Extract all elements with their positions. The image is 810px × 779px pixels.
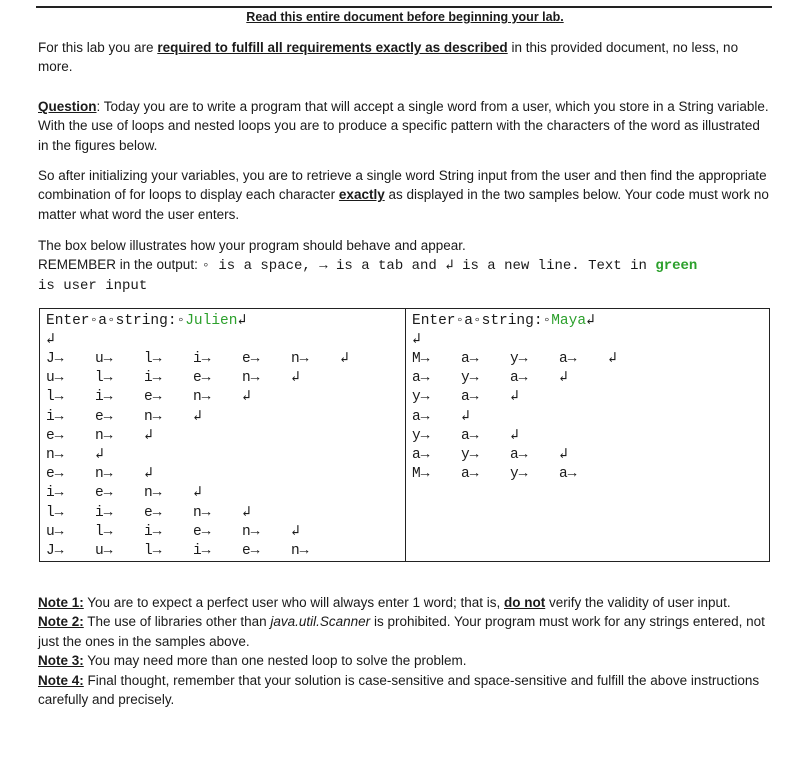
legend-tab-text: is a tab and: [327, 258, 446, 275]
newline-icon: ↲: [340, 351, 349, 367]
left-pattern-cell: e→: [242, 351, 260, 367]
newline-icon: ↲: [510, 389, 519, 406]
intro-emphasis: required to fulfill all requirements exactly as described: [157, 40, 508, 55]
left-pattern-cell: n→: [46, 447, 64, 463]
left-pattern-cell: u→: [95, 543, 113, 559]
note-1-text-post: verify the validity of user input.: [545, 595, 731, 610]
newline-icon: ↲: [144, 466, 153, 483]
left-pattern-cell: e→: [95, 485, 113, 502]
intro-text-post: in this provided document, no less, no more.: [38, 40, 739, 75]
newline-icon: ↲: [144, 427, 153, 444]
left-pattern-cell: l→: [144, 351, 162, 367]
left-pattern-cell: n→: [242, 523, 260, 540]
instructions-text-post: as displayed in the two samples below. Your code must work no matter what word the user enters.: [38, 187, 769, 222]
left-pattern-cell: l→: [95, 523, 113, 540]
left-pattern-cell: i→: [144, 523, 162, 540]
right-pattern-cell: a→: [461, 466, 479, 483]
left-pattern-cell: n→: [144, 408, 162, 425]
left-pattern-cell: u→: [46, 370, 64, 387]
instructions-paragraph: [38, 166, 773, 224]
question-label: Question: [38, 99, 97, 114]
right-blank-line: ↲: [412, 332, 421, 348]
document-title: Read this entire document before beginning your lab.: [246, 10, 564, 24]
newline-icon: ↲: [193, 485, 202, 502]
left-pattern-cell: n→: [193, 389, 211, 406]
legend-end-line: is user input: [38, 277, 148, 294]
right-pattern-cell: a→: [559, 351, 577, 367]
newline-icon: ↲: [242, 504, 251, 521]
question-text: : Today you are to write a program that will accept a single word from a user, which you store in a String variable. With the use of loops and nested loops you are to produce a specific pattern with the characters of the word as illustrated in the figures below.: [38, 99, 769, 153]
note-2-label: Note 2:: [38, 614, 84, 630]
right-pattern-cell: a→: [412, 370, 430, 387]
note-1-text-pre: You are to expect a perfect user who will always enter 1 word; that is,: [83, 595, 504, 610]
left-sample-prompt: [46, 312, 246, 329]
space-symbol-icon: ◦: [201, 258, 210, 275]
left-pattern-cell: l→: [46, 389, 64, 406]
legend-newline-text: is a new line. Text in: [453, 258, 656, 275]
right-pattern-cell: a→: [412, 408, 430, 425]
newline-icon: ↲: [291, 370, 300, 387]
note-3: [38, 651, 773, 670]
right-pattern-cell: M→: [412, 466, 430, 483]
left-pattern-cell: e→: [193, 370, 211, 387]
note-3-label: Note 3:: [38, 653, 84, 669]
newline-icon: ↲: [193, 408, 202, 425]
right-pattern-cell: a→: [510, 370, 528, 387]
note-4-label: Note 4:: [38, 672, 84, 688]
note-1: [38, 593, 773, 612]
tab-arrow-icon: →: [319, 258, 328, 275]
legend-green-word: green: [655, 258, 698, 275]
left-pattern-cell: e→: [46, 427, 64, 444]
right-pattern-cell: y→: [412, 389, 430, 406]
right-user-input: Maya: [551, 313, 587, 329]
right-pattern-cell: a→: [461, 351, 479, 367]
note-2-text-post: is prohibited. Your program must work for any strings entered, not just the ones in the samples above.: [38, 614, 765, 649]
left-pattern-cell: u→: [46, 523, 64, 540]
right-pattern-cell: a→: [461, 389, 479, 406]
intro-paragraph: [38, 38, 773, 77]
note-4: [38, 671, 773, 710]
note-2-library: java.util.Scanner: [270, 614, 371, 630]
left-pattern-cell: e→: [193, 523, 211, 540]
newline-icon: ↲: [586, 313, 595, 329]
left-pattern-cell: e→: [144, 389, 162, 406]
instructions-text-pre: So after initializing your variables, you are to retrieve a single word String input from the user and then find the appropriate combination of for loops to display each character: [38, 168, 767, 203]
right-prompt-text: Enter◦a◦string:◦: [412, 313, 552, 329]
newline-icon: ↲: [95, 447, 104, 463]
left-pattern-cell: n→: [144, 485, 162, 502]
note-4-text: Final thought, remember that your solution is case-sensitive and space-sensitive and fulfill the above instructions carefully and precisely.: [38, 672, 760, 708]
left-pattern-cell: n→: [193, 504, 211, 521]
right-pattern-cell: a→: [510, 447, 528, 463]
legend-paragraph: [38, 236, 773, 296]
right-sample-prompt: [412, 312, 595, 329]
left-pattern-cell: n→: [291, 351, 309, 367]
right-pattern-cell: M→: [412, 351, 430, 367]
note-3-text: You may need more than one nested loop to solve the problem.: [83, 653, 467, 669]
sample-output-box: [39, 308, 770, 562]
legend-space-text: is a space,: [209, 258, 320, 275]
note-2-text-pre: The use of libraries other than: [83, 614, 271, 630]
left-pattern-cell: u→: [95, 351, 113, 367]
newline-icon: ↲: [608, 351, 617, 367]
left-blank-line: ↲: [46, 332, 55, 348]
right-pattern-cell: y→: [461, 370, 479, 387]
left-pattern-cell: e→: [242, 543, 260, 559]
newline-symbol-icon: ↲: [445, 258, 454, 275]
left-pattern-cell: e→: [144, 504, 162, 521]
left-pattern-cell: l→: [95, 370, 113, 387]
left-pattern-cell: n→: [291, 543, 309, 559]
note-2: [38, 612, 773, 651]
left-user-input: Julien: [185, 313, 238, 329]
newline-icon: ↲: [291, 523, 300, 540]
right-pattern-cell: a→: [461, 427, 479, 444]
right-pattern-cell: a→: [559, 466, 577, 483]
left-pattern-cell: l→: [46, 504, 64, 521]
left-pattern-cell: e→: [95, 408, 113, 425]
left-pattern-cell: n→: [95, 466, 113, 483]
left-pattern-cell: i→: [95, 504, 113, 521]
left-pattern-cell: J→: [46, 543, 64, 559]
left-pattern-cell: e→: [46, 466, 64, 483]
left-pattern-cell: n→: [242, 370, 260, 387]
note-1-label: Note 1:: [38, 595, 84, 610]
sample-divider: [405, 309, 406, 561]
left-pattern-cell: n→: [95, 427, 113, 444]
right-pattern-cell: y→: [510, 466, 528, 483]
top-rule: [36, 6, 772, 8]
notes-section: [38, 593, 773, 709]
left-pattern-cell: i→: [193, 543, 211, 559]
note-1-emphasis: do not: [504, 595, 546, 610]
newline-icon: ↲: [242, 389, 251, 406]
newline-icon: ↲: [510, 427, 519, 444]
left-pattern-cell: i→: [144, 370, 162, 387]
legend-intro-line: The box below illustrates how your program should behave and appear.: [38, 238, 466, 253]
right-pattern-cell: y→: [510, 351, 528, 367]
left-pattern-cell: i→: [95, 389, 113, 406]
instructions-emphasis: exactly: [338, 187, 385, 203]
right-pattern-cell: y→: [412, 427, 430, 444]
newline-icon: ↲: [461, 408, 470, 425]
intro-text-pre: For this lab you are: [38, 40, 158, 55]
left-pattern-cell: i→: [193, 351, 211, 367]
newline-icon: ↲: [237, 313, 247, 329]
newline-icon: ↲: [559, 447, 568, 463]
legend-remember: REMEMBER in the output:: [38, 257, 202, 273]
left-pattern-cell: l→: [144, 543, 162, 559]
newline-icon: ↲: [559, 370, 568, 387]
left-pattern-cell: i→: [46, 485, 64, 502]
left-pattern-cell: J→: [46, 351, 64, 367]
right-pattern-cell: y→: [461, 447, 479, 463]
left-pattern-cell: i→: [46, 408, 64, 425]
right-pattern-cell: a→: [412, 447, 430, 463]
left-prompt-text: Enter◦a◦string:◦: [46, 313, 186, 329]
question-paragraph: [38, 97, 773, 155]
